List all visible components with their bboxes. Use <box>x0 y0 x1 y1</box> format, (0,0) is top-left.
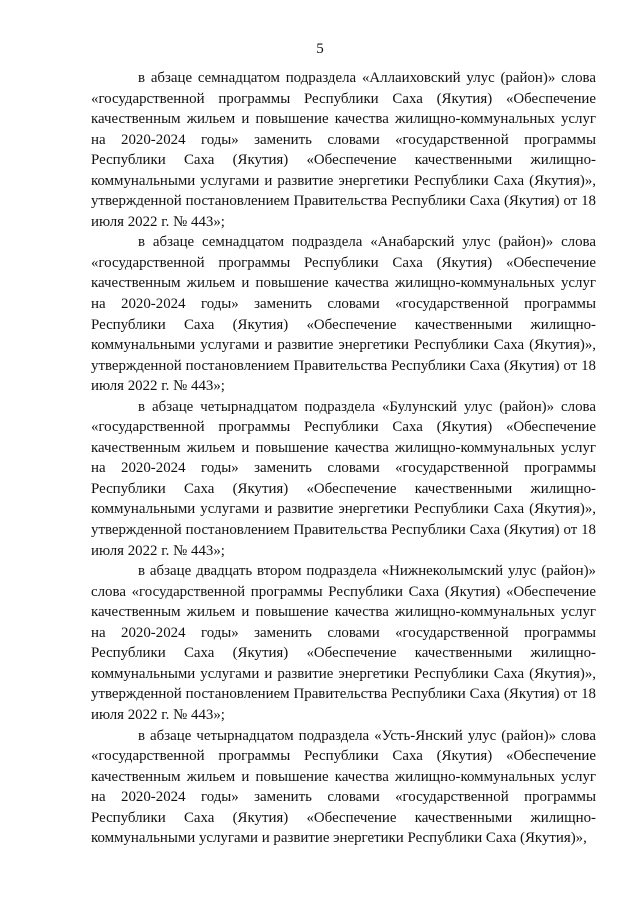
paragraph-bulunsky: в абзаце четырнадцатом подраздела «Булунский улус (район)» слова «государственной программы Республики Саха (Якутия) «Обеспечение качественным жильем и повышение качества жилищно-коммунальных услуг на 2020-2024 годы» заменить словами «государственной программы Республики Саха (Якутия) «Обеспечение качественными жилищно-коммунальными услугами и развитие энергетики Республики Саха (Якутия)», утвержденной постановлением Правительства Республики Саха (Якутия) от 18 июля 2022 г. № 443»; <box>91 398 596 559</box>
paragraph-anabarsky: в абзаце семнадцатом подраздела «Анабарский улус (район)» слова «государственной программы Республики Саха (Якутия) «Обеспечение качественным жильем и повышение качества жилищно-коммунальных услуг на 2020-2024 годы» заменить словами «государственной программы Республики Саха (Якутия) «Обеспечение качественными жилищно-коммунальными услугами и развитие энергетики Республики Саха (Якутия)», утвержденной постановлением Правительства Республики Саха (Якутия) от 18 июля 2022 г. № 443»; <box>91 234 596 395</box>
paragraph-nizhnekolymsky: в абзаце двадцать втором подраздела «Нижнеколымский улус (район)» слова «государственной программы Республики Саха (Якутия) «Обеспечение качественным жильем и повышение качества жилищно-коммунальных услуг на 2020-2024 годы» заменить словами «государственной программы Республики Саха (Якутия) «Обеспечение качественными жилищно-коммунальными услугами и развитие энергетики Республики Саха (Якутия)», утвержденной постановлением Правительства Республики Саха (Якутия) от 18 июля 2022 г. № 443»; <box>91 563 596 723</box>
paragraph-ust-yansky: в абзаце четырнадцатом подраздела «Усть-Янский улус (район)» слова «государственной программы Республики Саха (Якутия) «Обеспечение качественным жильем и повышение качества жилищно-коммунальных услуг на 2020-2024 годы» заменить словами «государственной программы Республики Саха (Якутия) «Обеспечение качественными жилищно-коммунальными услугами и развитие энергетики Республики Саха (Якутия)», <box>91 727 596 847</box>
paragraph-allaikhovsky: в абзаце семнадцатом подраздела «Аллаиховский улус (район)» слова «государственной программы Республики Саха (Якутия) «Обеспечение качественным жильем и повышение качества жилищно-коммунальных услуг на 2020-2024 годы» заменить словами «государственной программы Республики Саха (Якутия) «Обеспечение качественными жилищно-коммунальными услугами и развитие энергетики Республики Саха (Якутия)», утвержденной постановлением Правительства Республики Саха (Якутия) от 18 июля 2022 г. № 443»; <box>91 70 596 230</box>
page-number: 5 <box>316 41 324 57</box>
document-body <box>91 68 596 849</box>
